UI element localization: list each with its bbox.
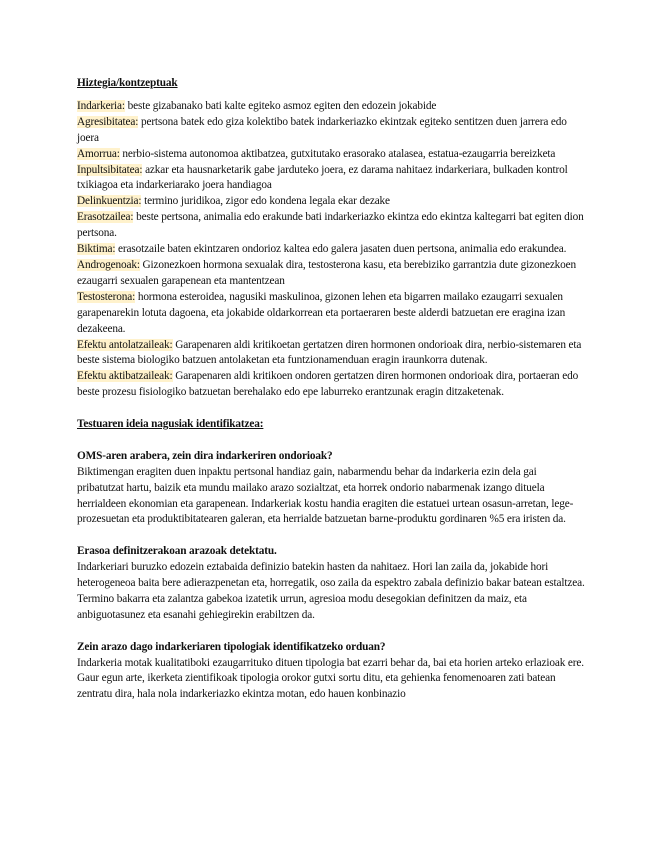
- glossary-definition: beste gizabanako bati kalte egiteko asmoz egiten den edozein jokabide: [124, 99, 437, 112]
- glossary-definition: beste pertsona, animalia edo erakunde bati indarkeriazko ekintza edo ekintza kaltegarri bat egiten dion pertsona.: [77, 211, 584, 240]
- glossary-definition: hormona esteroidea, nagusiki maskulinoa, gizonen lehen eta bigarren mailako ezaugarri sexualen garapenarekin lotuta dagoena, eta jokabide oldarkorrean eta portaeraren beste alderdi batzuetan ere eragina izan dezakeena.: [77, 290, 566, 335]
- glossary-item: [77, 163, 585, 195]
- section-question: Erasoa definitzerakoan arazoak detektatu.: [77, 545, 277, 558]
- term-colon: :: [139, 163, 143, 176]
- glossary-term: Amorrua: [77, 147, 117, 160]
- term-colon: :: [136, 258, 140, 271]
- glossary-term: Agresibitatea: [77, 115, 136, 128]
- main-ideas-sections: [77, 433, 585, 703]
- glossary-term: Erasotzailea: [77, 211, 131, 224]
- main-ideas-heading: Testuaren ideia nagusiak identifikatzea:: [77, 418, 264, 431]
- glossary-definition: pertsona batek edo giza kolektibo batek indarkeriazko ekintzak egiteko sentitzen duen jarrera edo joera: [77, 115, 567, 144]
- glossary-term: Efektu aktibatzaileak: [77, 370, 170, 383]
- term-colon: :: [169, 338, 173, 351]
- glossary-definition: nerbio-sistema autonomoa aktibatzea, gutxitutako erasorako atalasea, estatua-ezaugarria bereizketa: [119, 147, 556, 160]
- glossary-item: [77, 369, 585, 401]
- glossary-item: [77, 115, 585, 147]
- glossary-term: Testosterona: [77, 290, 133, 303]
- term-colon: :: [130, 211, 134, 224]
- section-question: OMS-aren arabera, zein dira indarkeriren ondorioak?: [77, 449, 333, 462]
- glossary-term: Biktima: [77, 243, 113, 256]
- section-body: Biktimengan eragiten duen inpaktu pertsonal handiaz gain, nabarmendu behar da indarkeria ezin dela gai pribatutzat hartu, baizik eta mundu mailako arazo sozialtzat, eta horrek ondorio nabarmenak izango dituela herrialdeen ekonomian eta garapenean. Indarkeriak kostu handia eragiten die estatuei urtean osasun-arretan, lege-prozesuetan eta produktibitatearen galeran, eta herrialde batzuetan barne-produktu gordinaren %5 era iristen da.: [77, 465, 574, 526]
- glossary-item: [77, 258, 585, 290]
- glossary-item: [77, 338, 585, 370]
- term-colon: :: [135, 115, 139, 128]
- glossary-definition: termino juridikoa, zigor edo kondena legala ekar dezake: [141, 195, 390, 208]
- glossary-term: Androgenoak: [77, 258, 137, 271]
- glossary-item: [77, 242, 585, 258]
- glossary-item: [77, 147, 585, 163]
- glossary-definition: Garapenaren aldi kritikoen ondoren gertatzen diren hormonen ondorioak dira, portaeran edo beste prozesu fisiologiko batzuetan berehalako edo epe laburreko erantzunak eragin ditzaketenak.: [77, 370, 579, 399]
- section-body: Indarkeriari buruzko edozein eztabaida definizio batekin hasten da nahitaez. Hori lan zaila da, jokabide hori heterogeneoa baita bere adierazpenetan eta, horregatik, oso zaila da espektro zabala definizio bakar batean estaltzea. Termino bakarra eta zalantza gabekoa izatetik urrun, agresioa modu desegokian definitzen da maiz, eta anbiguotasunez eta esanahi gehiegirekin erabiltzen da.: [77, 561, 585, 621]
- term-colon: :: [112, 243, 116, 256]
- glossary-term: Efektu antolatzaileak: [77, 338, 170, 351]
- glossary-item: [77, 194, 585, 210]
- term-colon: :: [138, 195, 142, 208]
- section-question: Zein arazo dago indarkeriaren tipologiak identifikatzeko orduan?: [77, 640, 386, 653]
- glossary-list: [77, 99, 585, 401]
- glossary-definition: erasotzaile baten ekintzaren ondorioz kaltea edo galera jasaten duen pertsona, animalia edo erakundea.: [115, 243, 567, 256]
- glossary-definition: Garapenaren aldi kritikoetan gertatzen diren hormonen ondorioak dira, nerbio-sistemaren eta beste sistema biologiko batzuen antolaketan eta funtzionamenduan eragin iraunkorra dutenak.: [77, 338, 582, 367]
- term-colon: :: [132, 290, 136, 303]
- document-page: [77, 76, 585, 703]
- glossary-term: Inpultsibitatea: [77, 163, 140, 176]
- section-body: Indarkeria motak kualitatiboki ezaugarrituko dituen tipologia bat ezarri behar da, bai eta horien arteko erlazioak ere. Gaur egun arte, ikerketa zientifikoak tipologia orokor gutxi sortu ditu, eta gehienka fenomenoaren zati batean zentratu dira, hala nola indarkeriazko ekintza motan, edo hauen konbinazio: [77, 656, 584, 701]
- term-colon: :: [121, 99, 125, 112]
- glossary-item: [77, 290, 585, 338]
- term-colon: :: [116, 147, 120, 160]
- glossary-item: [77, 210, 585, 242]
- glossary-definition: Gizonezkoen hormona sexualak dira, testosterona kasu, eta berebiziko garrantzia dute gizonezkoen ezaugarri sexualen garapenean eta mantentzean: [77, 258, 577, 287]
- glossary-item: [77, 99, 585, 115]
- glossary-heading: Hiztegia/kontzeptuak: [77, 77, 178, 89]
- term-colon: :: [169, 370, 173, 383]
- glossary-term: Delinkuentzia: [77, 195, 139, 208]
- glossary-term: Indarkeria: [77, 99, 122, 112]
- glossary-definition: azkar eta hausnarketarik gabe jarduteko joera, ez darama nahitaez indarkeriara, bulkaden kontrol txikiagoa eta indarkeriarako joera handiagoa: [77, 163, 568, 192]
